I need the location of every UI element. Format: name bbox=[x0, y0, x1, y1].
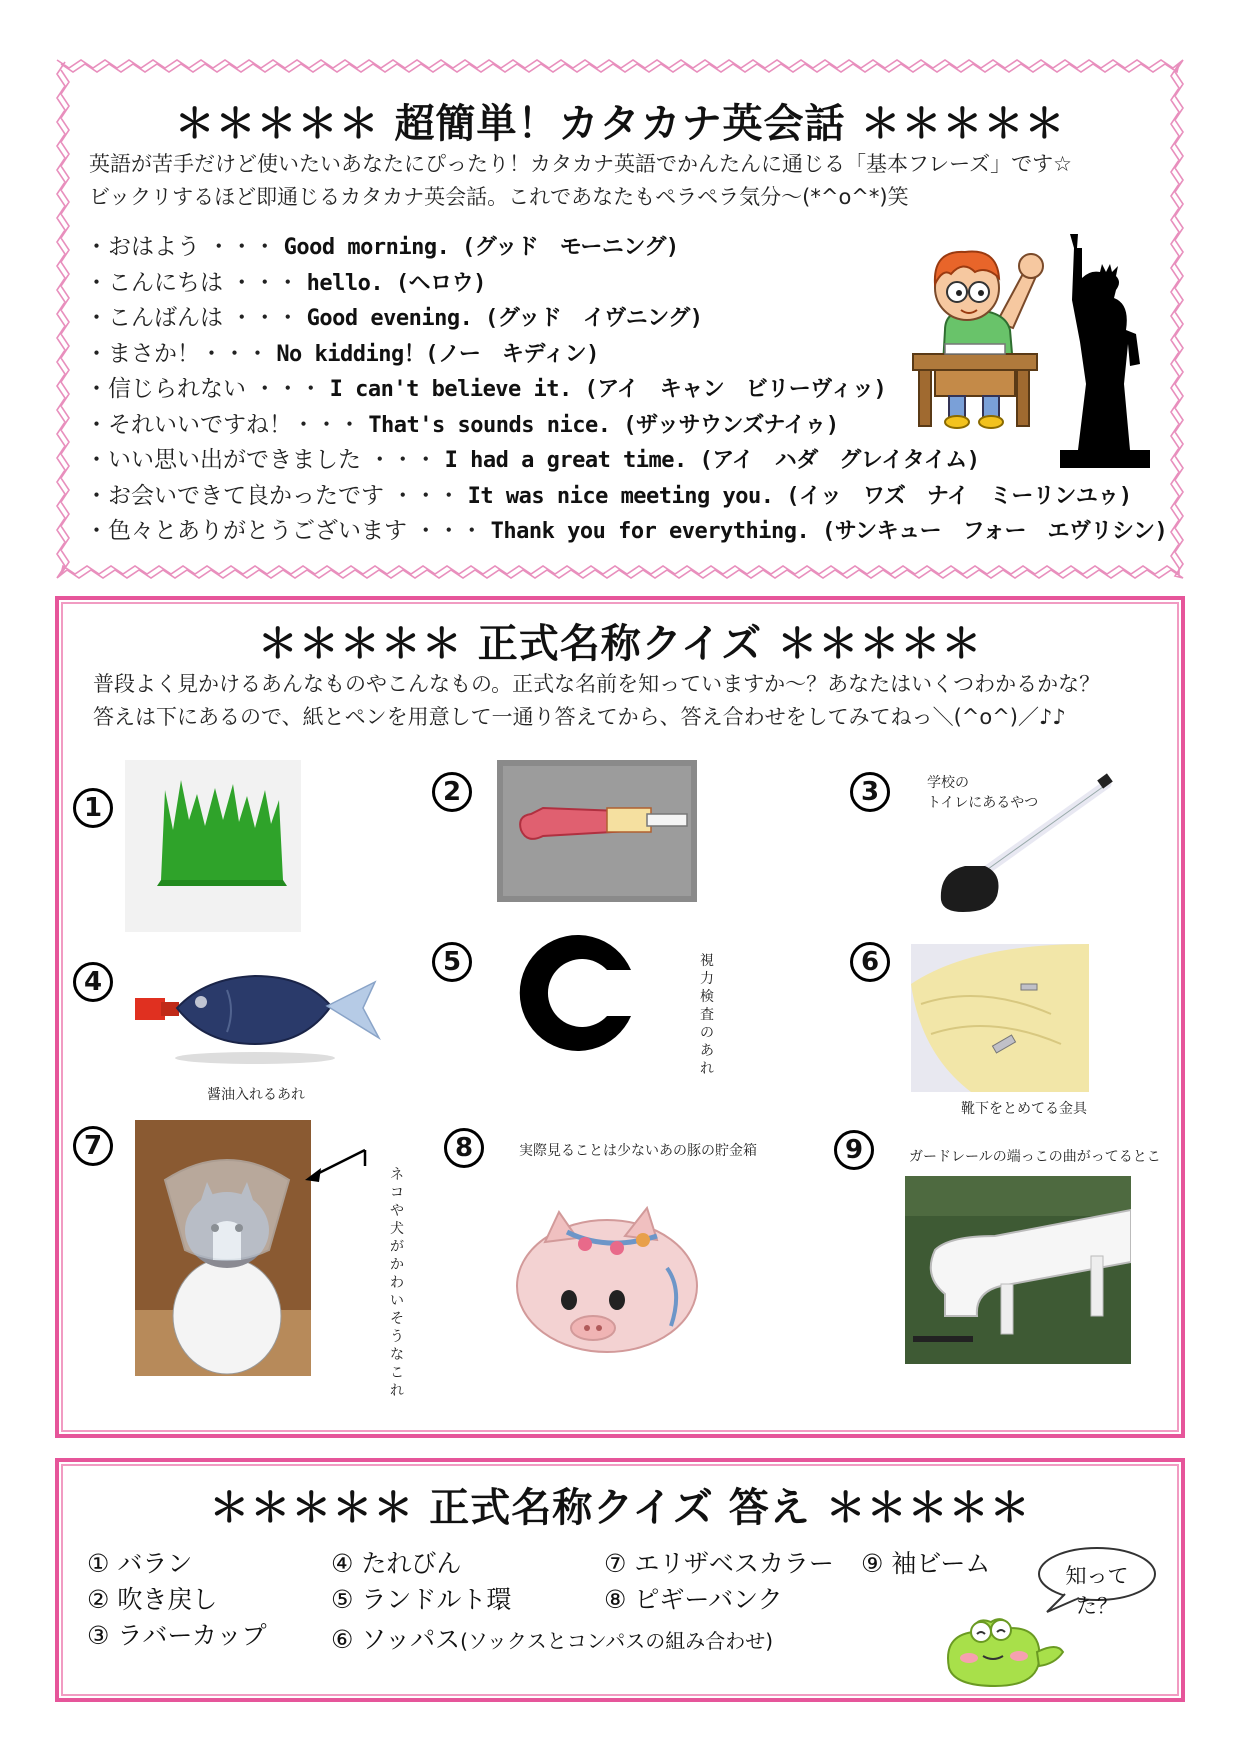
frog-icon bbox=[939, 1612, 1067, 1692]
answer-1: ① バラン bbox=[87, 1549, 193, 1578]
speech-bubble-text: 知ってた？ bbox=[1065, 1564, 1129, 1618]
caption-9: ガードレールの端っこの曲がってるとこ bbox=[909, 1149, 1161, 1165]
list-item: ・おはよう ・・・ Good morning. (グッド モーニング) bbox=[85, 234, 679, 260]
plunger-image bbox=[921, 770, 1121, 920]
caption-7: ネコや犬がかわいそうなこれ bbox=[390, 1167, 404, 1399]
phrases-section bbox=[55, 58, 1185, 580]
answers-column-1 bbox=[87, 1546, 267, 1654]
sock-clip-image bbox=[911, 944, 1089, 1092]
party-blower-image bbox=[497, 760, 697, 902]
landolt-ring-image bbox=[511, 918, 661, 1068]
guardrail-end-image bbox=[905, 1176, 1131, 1364]
quiz-number-2: 2 bbox=[432, 772, 472, 812]
quiz-intro-line1: 普段よく見かけるあんなものやこんなもの。正式な名前を知っていますか～？あなたはいくつわかるかな？ bbox=[93, 672, 1101, 696]
baran-grass-image bbox=[125, 760, 301, 932]
answer-4: ④ たれびん bbox=[331, 1549, 462, 1578]
statue-of-liberty-silhouette bbox=[1060, 234, 1150, 468]
phrases-intro-line1: 英語が苦手だけど使いたいあなたにぴったり！カタカナ英語でかんたんに通じる「基本フレーズ」です☆ bbox=[89, 152, 1072, 176]
caption-4: 醤油入れるあれ bbox=[207, 1087, 305, 1103]
quiz-number-9: 9 bbox=[834, 1130, 874, 1170]
fish-soy-sauce-bottle-image bbox=[135, 962, 385, 1072]
list-item: ・まさか！・・・ No kidding！(ノー キディン) bbox=[85, 340, 599, 367]
answer-6-note: (ソックスとコンパスの組み合わせ) bbox=[460, 1629, 774, 1653]
caption-3-line2: トイレにあるやつ bbox=[927, 795, 1039, 811]
caption-6: 靴下をとめてる金具 bbox=[961, 1101, 1087, 1117]
answer-2: ② 吹き戻し bbox=[87, 1585, 218, 1614]
list-item: ・色々とありがとうございます ・・・ Thank you for everything. (サンキュー フォー エヴリシン) bbox=[85, 518, 1168, 544]
answer-8: ⑧ ピギーバンク bbox=[604, 1585, 783, 1614]
arrow-icon bbox=[299, 1146, 379, 1196]
piggy-bank-image bbox=[507, 1196, 707, 1366]
quiz-number-6: 6 bbox=[850, 942, 890, 982]
list-item: ・お会いできて良かったです ・・・ It was nice meeting you. (イッ ワズ ナイ ミーリンユゥ) bbox=[85, 482, 1132, 509]
quiz-number-4: 4 bbox=[73, 962, 113, 1002]
quiz-intro-line2: 答えは下にあるので、紙とペンを用意して一通り答えてから、答え合わせをしてみてねっ＼(^o^)／♪♪ bbox=[93, 705, 1066, 729]
caption-8: 実際見ることは少ないあの豚の貯金箱 bbox=[519, 1143, 757, 1159]
answers-column-4 bbox=[861, 1546, 990, 1582]
answer-6: ⑥ ソッパス(ソックスとコンパスの組み合わせ) bbox=[331, 1625, 774, 1654]
quiz-section bbox=[55, 596, 1185, 1438]
answer-7: ⑦ エリザベスカラー bbox=[604, 1549, 834, 1578]
cat-with-collar-image bbox=[135, 1120, 311, 1376]
phrases-intro-line2: ビックリするほど即通じるカタカナ英会話。これであなたもペラペラ気分～(*^o^*)笑 bbox=[89, 185, 909, 209]
answers-section bbox=[55, 1458, 1185, 1702]
list-item: ・それいいですね！・・・ That's sounds nice. (ザッサウンズナイゥ) bbox=[85, 411, 839, 438]
quiz-number-3: 3 bbox=[850, 772, 890, 812]
quiz-number-7: 7 bbox=[73, 1126, 113, 1166]
quiz-title: ＊＊＊＊＊ 正式名称クイズ ＊＊＊＊＊ bbox=[257, 621, 983, 667]
quiz-number-8: 8 bbox=[444, 1128, 484, 1168]
caption-5: 視力検査のあれ bbox=[700, 953, 714, 1077]
list-item: ・こんばんは ・・・ Good evening. (グッド イヴニング) bbox=[85, 305, 703, 331]
phrases-title: ＊＊＊＊＊ 超簡単！カタカナ英会話 ＊＊＊＊＊ bbox=[174, 101, 1066, 147]
answers-title: ＊＊＊＊＊ 正式名称クイズ 答え ＊＊＊＊＊ bbox=[209, 1485, 1031, 1531]
list-item: ・信じられない ・・・ I can't believe it. (アイ キャン ビリーヴィッ) bbox=[85, 376, 887, 402]
answer-3: ③ ラバーカップ bbox=[87, 1621, 267, 1650]
answer-5: ⑤ ランドルト環 bbox=[331, 1585, 512, 1614]
quiz-number-5: 5 bbox=[432, 942, 472, 982]
answer-9: ⑨ 袖ビーム bbox=[861, 1549, 991, 1578]
boy-at-desk-illustration bbox=[905, 230, 1065, 430]
caption-3-line1: 学校の bbox=[927, 775, 969, 791]
list-item: ・いい思い出ができました ・・・ I had a great time. (アイ ハダ グレイタイム) bbox=[85, 447, 980, 473]
answers-column-3 bbox=[604, 1546, 834, 1618]
quiz-number-1: 1 bbox=[73, 788, 113, 828]
list-item: ・こんにちは ・・・ hello. (ヘロウ) bbox=[85, 269, 486, 296]
